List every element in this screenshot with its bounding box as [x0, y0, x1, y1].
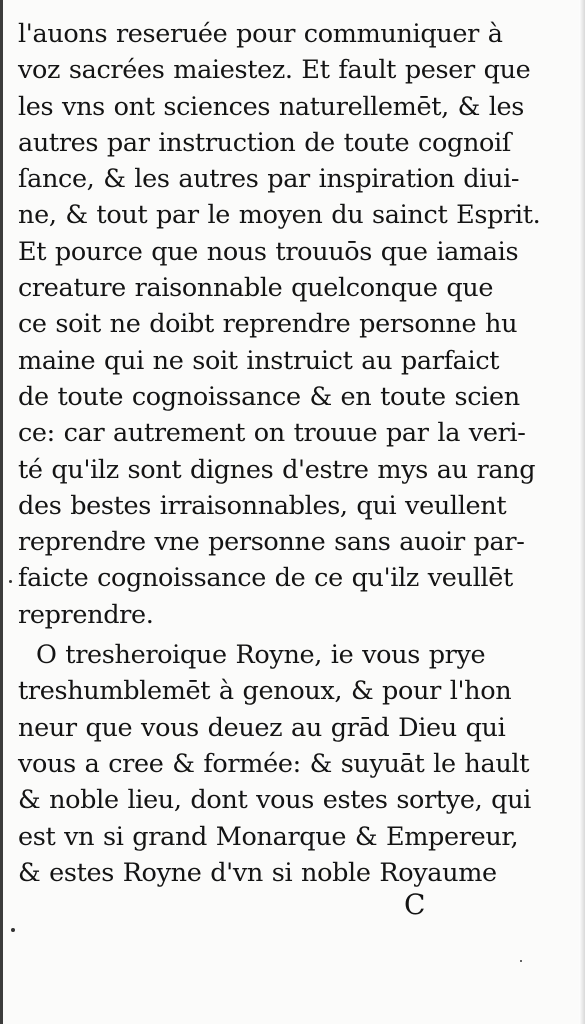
text-line: l'auons reseruée pour communiquer à — [18, 19, 503, 49]
gutter-edge — [0, 0, 3, 1024]
text-line: est vn si grand Monarque & Empereur, — [18, 821, 519, 852]
text-line: ce soit ne doibt reprendre personne hu — [18, 309, 518, 340]
text-line: té qu'ilz sont dignes d'estre mys au rang — [18, 454, 536, 485]
text-line: O tresheroique Royne, ie vous prye — [36, 640, 486, 671]
text-line: les vns ont sciences naturellemēt, & les — [18, 91, 525, 122]
text-line: neur que vous deuez au grād Dieu qui — [18, 712, 506, 743]
text-line: reprendre vne personne sans auoir par- — [18, 527, 525, 558]
text-line: de toute cognoissance & en toute scien — [18, 381, 520, 412]
text-line: faicte cognoissance de ce qu'ilz veullēt — [18, 563, 513, 594]
text-line: reprendre. — [18, 599, 154, 630]
text-line: voz sacrées maiestez. Et fault peser que — [18, 55, 531, 86]
page-edge-shadow — [579, 0, 585, 1024]
text-line: des bestes irraisonnables, qui veullent — [18, 490, 507, 521]
text-line: creature raisonnable quelconque que — [18, 273, 494, 304]
text-line: ce: car autrement on trouue par la veri- — [18, 418, 526, 449]
text-line: ne, & tout par le moyen du sainct Esprit. — [18, 200, 541, 231]
text-line: & estes Royne d'vn si noble Royaume — [18, 857, 497, 888]
text-line: maine qui ne soit instruict au parfaict — [18, 345, 500, 376]
text-line: autres par instruction de toute cognoiſ — [18, 127, 511, 158]
text-line: & noble lieu, dont vous estes sortye, qui — [18, 785, 531, 816]
ink-speck — [520, 960, 522, 962]
body-text — [18, 16, 553, 891]
ink-speck — [9, 580, 12, 583]
signature-mark: C — [404, 888, 426, 921]
ink-speck — [11, 928, 15, 932]
text-line: ſance, & les autres par inspiration diui- — [18, 164, 520, 195]
text-line: Et pource que nous trouuōs que iamais — [18, 236, 519, 267]
text-line: vous a cree & formée: & suyuāt le hault — [18, 748, 530, 779]
text-line: treshumblemēt à genoux, & pour l'hon — [18, 676, 512, 707]
